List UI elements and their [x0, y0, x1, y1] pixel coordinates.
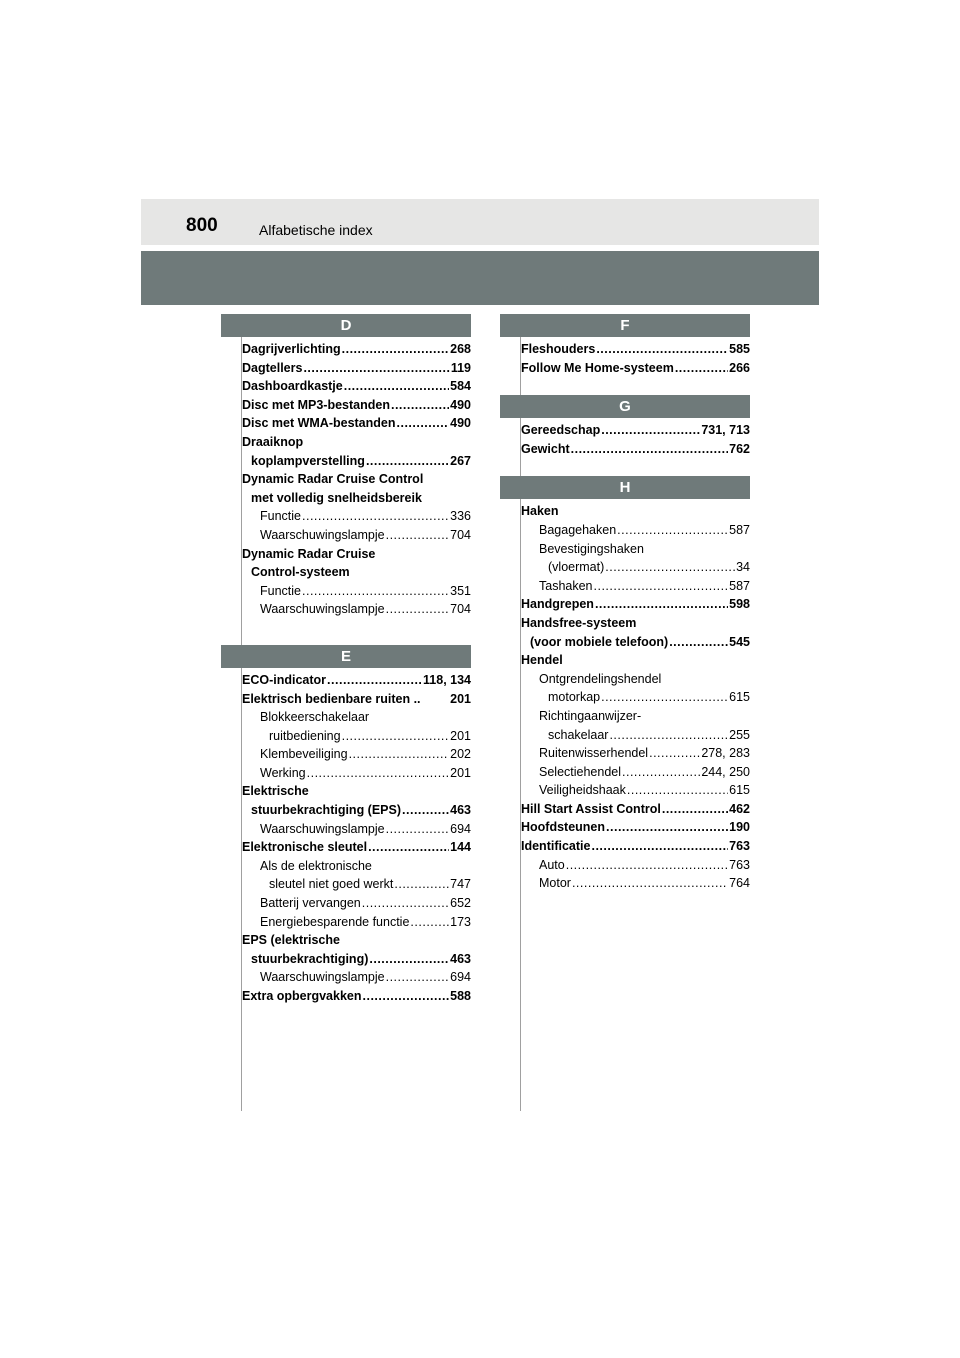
index-entry	[521, 726, 750, 745]
index-entry	[242, 875, 471, 894]
dot-leader	[601, 688, 728, 707]
entry-page-ref: 190	[729, 820, 750, 835]
index-entry: Bevestigingshaken	[539, 541, 644, 556]
index-entry	[521, 440, 750, 459]
dot-leader	[410, 913, 449, 932]
dot-leader	[342, 727, 450, 746]
entry-term: Selectiehendel	[539, 764, 622, 779]
dot-leader	[606, 818, 728, 837]
entry-term: stuurbekrachtiging)	[251, 951, 369, 966]
entry-term: Waarschuwingslampje	[260, 970, 385, 985]
index-entry: Control-systeem	[251, 565, 350, 580]
index-entry: Dynamic Radar Cruise	[242, 546, 376, 561]
entry-page-ref: 244, 250	[701, 764, 750, 779]
dot-leader	[571, 440, 729, 459]
entry-page-ref: 704	[450, 527, 471, 542]
dot-leader	[596, 340, 728, 359]
entry-term: ECO-indicator	[242, 672, 327, 687]
entry-term: schakelaar	[548, 727, 609, 742]
index-entry	[242, 764, 471, 783]
dot-leader	[386, 820, 450, 839]
entry-term: Tashaken	[539, 578, 593, 593]
dot-leader	[344, 377, 449, 396]
index-entry: Dynamic Radar Cruise Control	[242, 472, 424, 487]
section-gap	[521, 377, 750, 395]
page-title: Alfabetische index	[259, 222, 373, 238]
dot-leader	[572, 874, 728, 893]
entry-term: Auto	[539, 857, 565, 872]
dot-leader	[649, 744, 700, 763]
entry-term: Hoofdsteunen	[521, 820, 606, 835]
index-entry	[242, 452, 471, 471]
entry-page-ref: 173	[450, 914, 471, 929]
dot-leader	[662, 800, 728, 819]
entry-page-ref: 463	[450, 951, 471, 966]
entry-term: Gereedschap	[521, 423, 601, 438]
index-entry: EPS (elektrische	[242, 933, 340, 948]
dot-leader	[386, 526, 450, 545]
index-entry: Ontgrendelingshendel	[539, 671, 662, 686]
index-entry	[242, 838, 471, 857]
index-entry	[242, 745, 471, 764]
entry-term: Energiebesparende functie	[260, 914, 410, 929]
entry-term: Functie	[260, 509, 301, 524]
entry-term: Waarschuwingslampje	[260, 527, 385, 542]
entry-page-ref: 278, 283	[701, 746, 750, 761]
index-entry	[521, 763, 750, 782]
index-entry	[242, 968, 471, 987]
dot-leader	[386, 600, 450, 619]
entry-page-ref: 202	[450, 747, 471, 762]
entry-page-ref: 267	[450, 453, 471, 468]
entry-page-ref: 490	[450, 416, 471, 431]
entry-page-ref: 584	[450, 379, 471, 394]
entry-page-ref: 201	[450, 728, 471, 743]
entry-page-ref: 351	[450, 583, 471, 598]
index-entry	[242, 414, 471, 433]
index-column-right	[521, 314, 750, 893]
entry-term: Ruitenwisserhendel	[539, 746, 649, 761]
entry-term: (vloermat)	[548, 560, 605, 575]
entry-term: Elektronische sleutel	[242, 840, 368, 855]
index-entry	[521, 633, 750, 652]
entry-page-ref: 694	[450, 970, 471, 985]
index-entry	[521, 340, 750, 359]
entry-term: (voor mobiele telefoon)	[530, 634, 669, 649]
index-entry	[242, 507, 471, 526]
entry-page-ref: 762	[729, 441, 750, 456]
index-entries	[521, 421, 750, 458]
entry-term: Elektrisch bedienbare ruiten ..	[242, 691, 421, 706]
dot-leader	[362, 894, 449, 913]
dot-leader	[391, 396, 449, 415]
entry-term: ruitbediening	[269, 728, 341, 743]
index-entry	[242, 526, 471, 545]
index-entry	[521, 595, 750, 614]
entry-page-ref: 615	[729, 690, 750, 705]
index-entry	[242, 340, 471, 359]
dot-leader	[394, 875, 449, 894]
index-entry	[242, 582, 471, 601]
index-entries	[242, 340, 471, 619]
index-entry	[242, 671, 471, 690]
entry-page-ref: 587	[729, 578, 750, 593]
entry-page-ref: 587	[729, 522, 750, 537]
index-entry	[521, 421, 750, 440]
index-entry: Handsfree-systeem	[521, 615, 637, 630]
entry-page-ref: 201	[450, 765, 471, 780]
index-entry	[242, 801, 471, 820]
index-entry	[521, 577, 750, 596]
index-entry	[521, 837, 750, 856]
dot-leader	[302, 507, 449, 526]
index-entry: Hendel	[521, 653, 563, 668]
dot-leader	[594, 577, 729, 596]
index-entry	[242, 894, 471, 913]
index-entry	[521, 558, 750, 577]
index-entry	[242, 600, 471, 619]
index-entry	[242, 820, 471, 839]
dot-leader	[601, 421, 700, 440]
index-entries	[242, 671, 471, 1006]
entry-page-ref: 598	[729, 597, 750, 612]
entry-page-ref: 462	[729, 801, 750, 816]
index-entry	[521, 856, 750, 875]
index-entry	[242, 377, 471, 396]
dot-leader	[363, 987, 450, 1006]
index-entries	[521, 340, 750, 377]
entry-term: Veiligheidshaak	[539, 783, 626, 798]
dot-leader	[622, 763, 700, 782]
dot-leader	[368, 838, 449, 857]
dot-leader	[342, 340, 450, 359]
index-column-left	[242, 314, 471, 1006]
entry-page-ref: 588	[450, 989, 471, 1003]
index-entry: Draaiknop	[242, 434, 304, 449]
entry-term: Waarschuwingslampje	[260, 821, 385, 836]
entry-page-ref: 545	[729, 634, 750, 649]
entry-term: Extra opbergvakken	[242, 989, 362, 1003]
page-number: 800	[186, 215, 218, 236]
dot-leader	[675, 359, 728, 378]
entry-term: Identificatie	[521, 839, 591, 854]
entry-term: Waarschuwingslampje	[260, 602, 385, 617]
entry-page-ref: 144	[450, 840, 471, 855]
index-entry	[521, 874, 750, 893]
entry-page-ref: 731, 713	[701, 423, 750, 438]
index-entry	[242, 727, 471, 746]
index-entry: Als de elektronische	[260, 858, 372, 873]
entry-page-ref: 763	[729, 839, 750, 854]
header-dark-band	[141, 251, 819, 305]
entry-page-ref: 266	[729, 360, 750, 375]
dot-leader	[349, 745, 450, 764]
index-entry	[242, 396, 471, 415]
index-entry	[242, 913, 471, 932]
dot-leader	[617, 521, 728, 540]
entry-term: Disc met WMA-bestanden	[242, 416, 396, 431]
entry-term: Motor	[539, 876, 571, 891]
entry-term: stuurbekrachtiging (EPS)	[251, 803, 402, 818]
dot-leader	[591, 837, 728, 856]
section-gap	[242, 619, 471, 645]
entry-term: Fleshouders	[521, 342, 596, 356]
entry-term: Gewicht	[521, 441, 570, 456]
dot-leader	[402, 801, 449, 820]
entry-page-ref: 764	[729, 876, 750, 891]
entry-page-ref: 119	[450, 360, 471, 375]
section-header-f: F	[500, 314, 750, 337]
entry-term: koplampverstelling	[251, 453, 365, 468]
entry-page-ref: 747	[450, 877, 471, 892]
dot-leader	[627, 781, 728, 800]
section-header-g: G	[500, 395, 750, 418]
dot-leader	[605, 558, 735, 577]
index-entry	[521, 521, 750, 540]
index-entry: Richtingaanwijzer-	[539, 708, 642, 723]
entry-term: Follow Me Home-systeem	[521, 360, 674, 375]
index-entry: Elektrische	[242, 784, 309, 799]
page-header-band	[141, 199, 819, 245]
index-entry	[242, 359, 471, 378]
section-header-h: H	[500, 476, 750, 499]
index-entry	[521, 744, 750, 763]
entry-term: Klembeveiliging	[260, 747, 348, 762]
section-header-e: E	[221, 645, 471, 668]
index-entries	[521, 502, 750, 892]
index-entry	[521, 800, 750, 819]
entry-term: motorkap	[548, 690, 601, 705]
index-entry	[242, 690, 471, 709]
entry-page-ref: 201	[450, 691, 471, 706]
dot-leader	[669, 633, 728, 652]
entry-page-ref: 336	[450, 509, 471, 524]
section-header-d: D	[221, 314, 471, 337]
entry-page-ref: 585	[729, 342, 750, 356]
entry-term: Dagrijverlichting	[242, 342, 341, 356]
entry-page-ref: 34	[736, 560, 750, 575]
index-entry: met volledig snelheidsbereik	[251, 490, 422, 505]
dot-leader	[397, 414, 450, 433]
dot-leader	[307, 764, 450, 783]
index-entry	[521, 688, 750, 707]
entry-term: Dashboardkastje	[242, 379, 343, 394]
entry-term: Hill Start Assist Control	[521, 801, 661, 816]
index-entry	[242, 987, 471, 1006]
entry-page-ref: 704	[450, 602, 471, 617]
entry-page-ref: 490	[450, 397, 471, 412]
entry-page-ref: 118, 134	[423, 672, 471, 687]
dot-leader	[366, 452, 449, 471]
dot-leader	[595, 595, 728, 614]
index-entry	[521, 359, 750, 378]
entry-page-ref: 652	[450, 896, 471, 911]
index-entry: Blokkeerschakelaar	[260, 710, 370, 725]
entry-page-ref: 694	[450, 821, 471, 836]
index-entry: Haken	[521, 504, 559, 519]
dot-leader	[327, 671, 422, 690]
dot-leader	[566, 856, 728, 875]
entry-term: Handgrepen	[521, 597, 594, 612]
index-entry	[521, 781, 750, 800]
entry-term: Werking	[260, 765, 306, 780]
entry-page-ref: 255	[729, 727, 750, 742]
dot-leader	[386, 968, 450, 987]
entry-page-ref: 268	[450, 342, 471, 356]
dot-leader	[369, 950, 449, 969]
entry-term: Batterij vervangen	[260, 896, 361, 911]
entry-term: Bagagehaken	[539, 522, 617, 537]
entry-term: Dagtellers	[242, 360, 303, 375]
entry-page-ref: 615	[729, 783, 750, 798]
entry-term: sleutel niet goed werkt	[269, 877, 394, 892]
index-entry	[521, 818, 750, 837]
index-entry	[242, 950, 471, 969]
dot-leader	[303, 359, 449, 378]
entry-term: Disc met MP3-bestanden	[242, 397, 390, 412]
entry-page-ref: 763	[729, 857, 750, 872]
dot-leader	[609, 726, 728, 745]
section-gap	[521, 458, 750, 476]
dot-leader	[302, 582, 449, 601]
entry-term: Functie	[260, 583, 301, 598]
entry-page-ref: 463	[450, 803, 471, 818]
